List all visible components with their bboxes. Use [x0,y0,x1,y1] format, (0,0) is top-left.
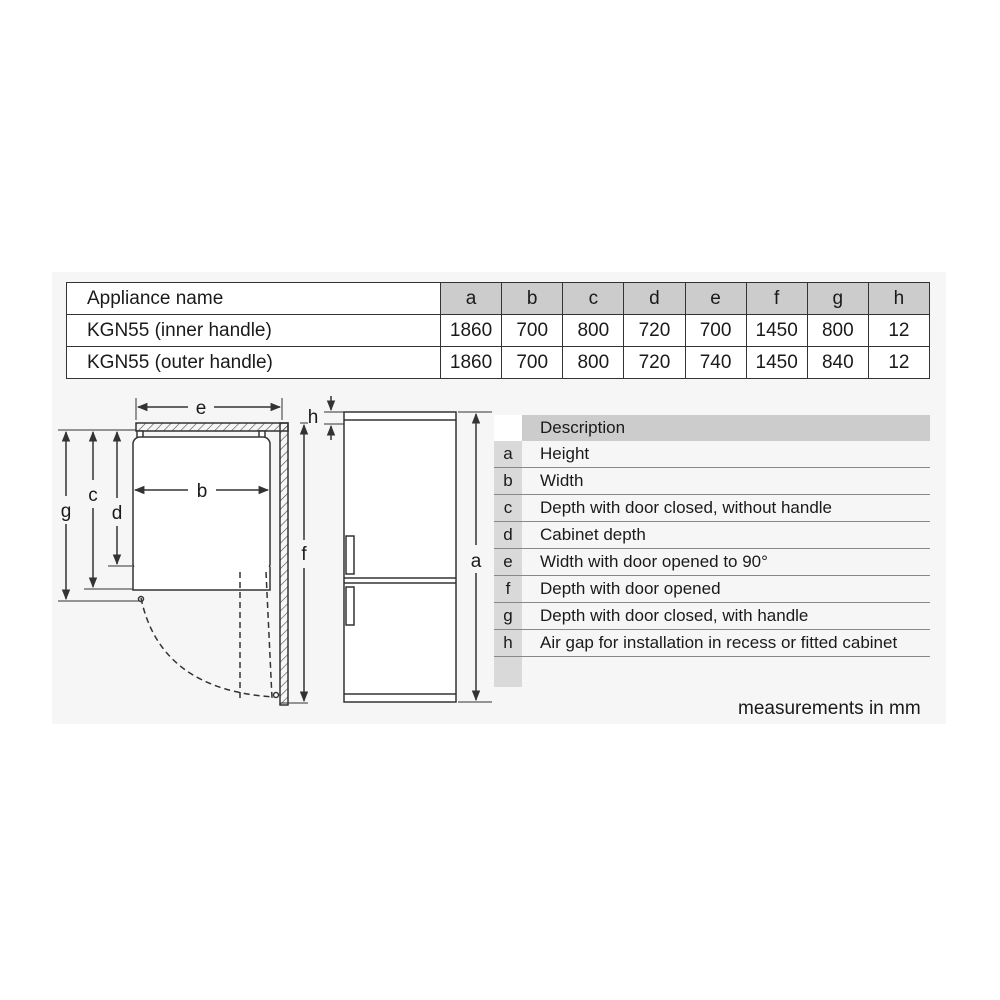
label-f: f [301,544,307,565]
list-item [494,576,930,603]
appliance-name: KGN55 (inner handle) [67,315,441,347]
legend-text: Width [540,471,584,490]
legend-key: b [494,468,522,494]
col-header-f: f [746,283,807,315]
units-note: measurements in mm [738,698,921,719]
list-item [494,468,930,495]
value-g: 800 [807,315,868,347]
legend-title: Description [522,415,930,441]
col-header-g: g [807,283,868,315]
value-e: 740 [685,347,746,379]
label-a: a [470,551,482,572]
legend-text: Depth with door closed, with handle [540,606,809,625]
rear-wall [136,423,288,431]
list-item [494,522,930,549]
value-a: 1860 [441,347,502,379]
top-view [58,398,308,705]
col-header-d: d [624,283,685,315]
label-g: g [60,501,72,522]
list-item [494,549,930,576]
value-c: 800 [563,347,624,379]
value-f: 1450 [746,347,807,379]
value-f: 1450 [746,315,807,347]
legend-text: Air gap for installation in recess or fitted cabinet [540,633,898,652]
legend-key: f [494,576,522,602]
legend-text: Cabinet depth [540,525,646,544]
list-item [494,441,930,468]
legend-key: e [494,549,522,575]
legend-key: a [494,441,522,467]
lower-handle [346,587,354,625]
door-swing-arc [141,598,274,697]
list-item [494,603,930,630]
door-closed [133,567,270,590]
label-c: c [88,485,98,506]
legend-key-column-end [494,657,522,687]
label-d: d [111,503,123,524]
cabinet-top-view [133,437,270,571]
legend-text: Width with door opened to 90° [540,552,768,571]
value-g: 840 [807,347,868,379]
label-b: b [196,481,208,502]
door-opened [240,572,272,700]
appliance-name: KGN55 (outer handle) [67,347,441,379]
side-wall [280,423,288,705]
col-header-e: e [685,283,746,315]
value-h: 12 [868,315,929,347]
value-d: 720 [624,347,685,379]
label-e: e [195,398,207,419]
appliance-name-header: Appliance name [67,283,441,315]
side-view [324,396,492,702]
value-b: 700 [502,347,563,379]
col-header-h: h [868,283,929,315]
value-b: 700 [502,315,563,347]
legend-text: Height [540,444,590,463]
value-a: 1860 [441,315,502,347]
legend-key: g [494,603,522,629]
list-item [494,630,930,657]
legend-key: c [494,495,522,521]
legend-key: h [494,630,522,656]
value-h: 12 [868,347,929,379]
col-header-c: c [563,283,624,315]
label-h: h [307,407,319,428]
legend-key: d [494,522,522,548]
legend-text: Depth with door closed, without handle [540,498,833,517]
value-d: 720 [624,315,685,347]
value-c: 800 [563,315,624,347]
col-header-a: a [441,283,502,315]
col-header-b: b [502,283,563,315]
hinge-right [274,693,279,698]
description-legend [494,415,930,687]
legend-header [494,415,930,441]
value-e: 700 [685,315,746,347]
fridge-body [344,412,456,702]
legend-text: Depth with door opened [540,579,721,598]
list-item [494,495,930,522]
upper-handle [346,536,354,574]
